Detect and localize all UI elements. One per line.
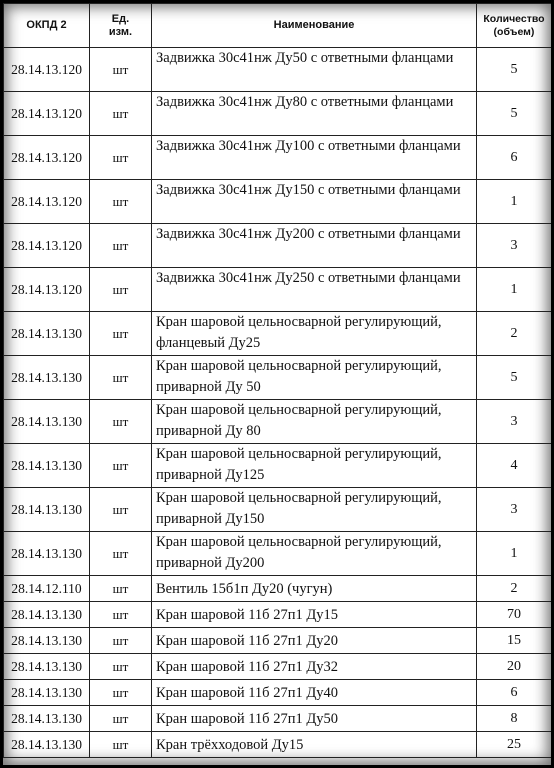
code-cell: 28.14.13.130 — [4, 488, 90, 532]
table-row — [4, 444, 552, 488]
table-row — [4, 706, 552, 732]
table-row — [4, 136, 552, 180]
header-unit — [90, 4, 152, 48]
qty-cell: 1 — [477, 532, 552, 576]
qty-cell: 3 — [477, 224, 552, 268]
name-cell: Кран шаровой 11б 27п1 Ду20 — [152, 628, 477, 654]
document-frame — [3, 3, 551, 765]
qty-cell: 5 — [477, 48, 552, 92]
code-cell: 28.14.13.130 — [4, 444, 90, 488]
name-cell: Задвижка 30с41нж Ду50 с ответными фланцами — [152, 48, 477, 92]
name-cell: Кран шаровой 11б 27п1 Ду32 — [152, 654, 477, 680]
table-row — [4, 628, 552, 654]
code-cell: 28.14.13.130 — [4, 400, 90, 444]
qty-cell: 3 — [477, 400, 552, 444]
qty-cell: 70 — [477, 602, 552, 628]
unit-cell: шт — [90, 680, 152, 706]
header-qty-line1: Количество — [483, 12, 545, 25]
code-cell: 28.14.13.120 — [4, 268, 90, 312]
qty-cell: 8 — [477, 706, 552, 732]
name-cell: Задвижка 30с41нж Ду100 с ответными фланцами — [152, 136, 477, 180]
code-cell: 28.14.13.120 — [4, 136, 90, 180]
header-qty-line2: (объем) — [493, 25, 535, 38]
name-cell: Кран шаровой 11б 27п1 Ду40 — [152, 680, 477, 706]
unit-cell: шт — [90, 444, 152, 488]
name-cell: Кран шаровой 11б 27п1 Ду15 — [152, 602, 477, 628]
unit-cell: шт — [90, 532, 152, 576]
table-row — [4, 48, 552, 92]
qty-cell: 6 — [477, 136, 552, 180]
qty-cell: 5 — [477, 356, 552, 400]
name-cell: Кран шаровой цельносварной регулирующий, приварной Ду125 — [152, 444, 477, 488]
unit-cell: шт — [90, 136, 152, 180]
name-cell: Кран шаровой цельносварной регулирующий, фланцевый Ду25 — [152, 312, 477, 356]
name-cell: Вентиль 15б1п Ду20 (чугун) — [152, 576, 477, 602]
code-cell: 28.14.13.130 — [4, 706, 90, 732]
qty-cell: 1 — [477, 180, 552, 224]
table-row — [4, 356, 552, 400]
unit-cell: шт — [90, 576, 152, 602]
code-cell: 28.14.13.120 — [4, 180, 90, 224]
name-cell: Кран шаровой цельносварной регулирующий, приварной Ду200 — [152, 532, 477, 576]
table-row — [4, 654, 552, 680]
header-code: ОКПД 2 — [4, 4, 90, 48]
table-row — [4, 576, 552, 602]
qty-cell: 4 — [477, 444, 552, 488]
code-cell: 28.14.13.130 — [4, 680, 90, 706]
table-row — [4, 532, 552, 576]
items-table — [3, 3, 551, 758]
header-name: Наименование — [152, 4, 477, 48]
unit-cell: шт — [90, 312, 152, 356]
unit-cell: шт — [90, 48, 152, 92]
table-row — [4, 268, 552, 312]
table-row — [4, 180, 552, 224]
table-row — [4, 312, 552, 356]
table-row — [4, 224, 552, 268]
qty-cell: 1 — [477, 268, 552, 312]
header-unit-line2: изм. — [108, 25, 133, 38]
unit-cell: шт — [90, 654, 152, 680]
unit-cell: шт — [90, 224, 152, 268]
name-cell: Задвижка 30с41нж Ду150 с ответными фланцами — [152, 180, 477, 224]
qty-cell: 15 — [477, 628, 552, 654]
qty-cell: 2 — [477, 576, 552, 602]
name-cell: Кран трёхходовой Ду15 — [152, 732, 477, 758]
unit-cell: шт — [90, 602, 152, 628]
unit-cell: шт — [90, 732, 152, 758]
unit-cell: шт — [90, 400, 152, 444]
code-cell: 28.14.12.110 — [4, 576, 90, 602]
unit-cell: шт — [90, 488, 152, 532]
name-cell: Задвижка 30с41нж Ду200 с ответными фланцами — [152, 224, 477, 268]
code-cell: 28.14.13.120 — [4, 224, 90, 268]
table-row — [4, 680, 552, 706]
qty-cell: 6 — [477, 680, 552, 706]
table-header-row — [4, 4, 552, 48]
code-cell: 28.14.13.120 — [4, 92, 90, 136]
qty-cell: 25 — [477, 732, 552, 758]
qty-cell: 2 — [477, 312, 552, 356]
header-unit-line1: Ед. — [111, 12, 130, 25]
qty-cell: 3 — [477, 488, 552, 532]
table-row — [4, 488, 552, 532]
code-cell: 28.14.13.130 — [4, 602, 90, 628]
name-cell: Задвижка 30с41нж Ду80 с ответными фланцами — [152, 92, 477, 136]
table-row — [4, 92, 552, 136]
code-cell: 28.14.13.130 — [4, 312, 90, 356]
code-cell: 28.14.13.130 — [4, 732, 90, 758]
unit-cell: шт — [90, 356, 152, 400]
name-cell: Кран шаровой цельносварной регулирующий, приварной Ду 50 — [152, 356, 477, 400]
unit-cell: шт — [90, 268, 152, 312]
name-cell: Задвижка 30с41нж Ду250 с ответными фланцами — [152, 268, 477, 312]
qty-cell: 20 — [477, 654, 552, 680]
table-row — [4, 400, 552, 444]
code-cell: 28.14.13.130 — [4, 628, 90, 654]
code-cell: 28.14.13.130 — [4, 654, 90, 680]
name-cell: Кран шаровой цельносварной регулирующий, приварной Ду150 — [152, 488, 477, 532]
table-row — [4, 602, 552, 628]
name-cell: Кран шаровой 11б 27п1 Ду50 — [152, 706, 477, 732]
code-cell: 28.14.13.130 — [4, 356, 90, 400]
code-cell: 28.14.13.120 — [4, 48, 90, 92]
header-qty — [477, 4, 552, 48]
unit-cell: шт — [90, 706, 152, 732]
unit-cell: шт — [90, 180, 152, 224]
unit-cell: шт — [90, 92, 152, 136]
unit-cell: шт — [90, 628, 152, 654]
code-cell: 28.14.13.130 — [4, 532, 90, 576]
table-row — [4, 732, 552, 758]
qty-cell: 5 — [477, 92, 552, 136]
name-cell: Кран шаровой цельносварной регулирующий, приварной Ду 80 — [152, 400, 477, 444]
